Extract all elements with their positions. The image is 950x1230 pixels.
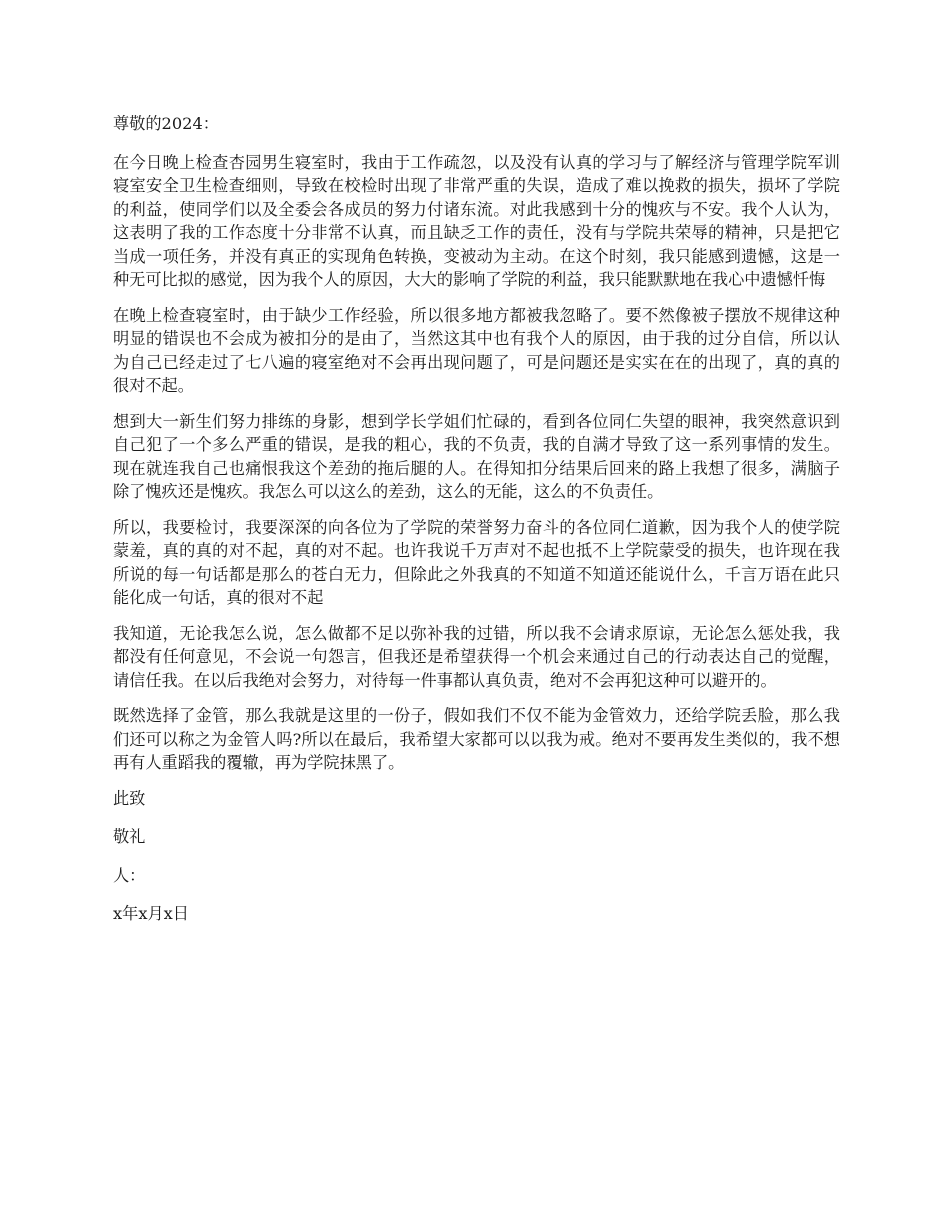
paragraph-6: 既然选择了金管，那么我就是这里的一份子，假如我们不仅不能为金管效力，还给学院丢脸，那么我们还可以称之为金管人吗?所以在最后，我希望大家都可以以我为戒。绝对不要再发生类似的，我不想再有人重蹈我的覆辙，再为学院抹黑了。: [113, 706, 840, 772]
closing-line-2: 敬礼: [113, 827, 146, 846]
paragraph-5: 我知道，无论我怎么说，怎么做都不足以弥补我的过错，所以我不会请求原谅，无论怎么惩处我，我都没有任何意见，不会说一句怨言，但我还是希望获得一个机会来通过自己的行动表达自己的觉醒，请信任我。在以后我绝对会努力，对待每一件事都认真负责，绝对不会再犯这种可以避开的。: [113, 623, 840, 690]
paragraph-1: 在今日晚上检查杏园男生寝室时，我由于工作疏忽，以及没有认真的学习与了解经济与管理学院军训寝室安全卫生检查细则，导致在校检时出现了非常严重的失误，造成了难以挽救的损失，损坏了学院的利益，使同学们以及全委会各成员的努力付诸东流。对此我感到十分的愧疚与不安。我个人认为，这表明了我的工作态度十分非常不认真，而且缺乏工作的责任，没有与学院共荣辱的精神，只是把它当成一项任务，并没有真正的实现角色转换，变被动为主动。在这个时刻，我只能感到遗憾，这是一种无可比拟的感觉，因为我个人的原因，大大的影响了学院的利益，我只能默默地在我心中遗憾忏悔: [113, 152, 840, 289]
salutation: 尊敬的2024：: [113, 114, 219, 133]
paragraph-3: 想到大一新生们努力排练的身影，想到学长学姐们忙碌的，看到各位同仁失望的眼神，我突然意识到自己犯了一个多么严重的错误，是我的粗心，我的不负责，我的自满才导致了这一系列事情的发生。现在就连我自己也痛恨我这个差劲的拖后腿的人。在得知扣分结果后回来的路上我想了很多，满脑子除了愧疚还是愧疚。我怎么可以这么的差劲，这么的无能，这么的不负责任。: [113, 411, 840, 501]
paragraph-4: 所以，我要检讨，我要深深的向各位为了学院的荣誉努力奋斗的各位同仁道歉，因为我个人的使学院蒙羞，真的真的对不起，真的对不起。也许我说千万声对不起也抵不上学院蒙受的损失，也许现在我所说的每一句话都是那么的苍白无力，但除此之外我真的不知道不知道还能说什么，千言万语在此只能化成一句话，真的很对不起: [113, 517, 840, 607]
closing-line-1: 此致: [113, 788, 146, 808]
signature-line: 人：: [113, 865, 146, 885]
date-line: x年x月x日: [113, 904, 189, 923]
letter-body: [113, 112, 840, 941]
paragraph-2: 在晚上检查寝室时，由于缺少工作经验，所以很多地方都被我忽略了。要不然像被子摆放不规律这种明显的错误也不会成为被扣分的是由了，当然这其中也有我个人的原因，由于我的过分自信，所以认为自己已经走过了七八遍的寝室绝对不会再出现问题了，可是问题还是实实在在的出现了，真的真的很对不起。: [113, 305, 840, 395]
